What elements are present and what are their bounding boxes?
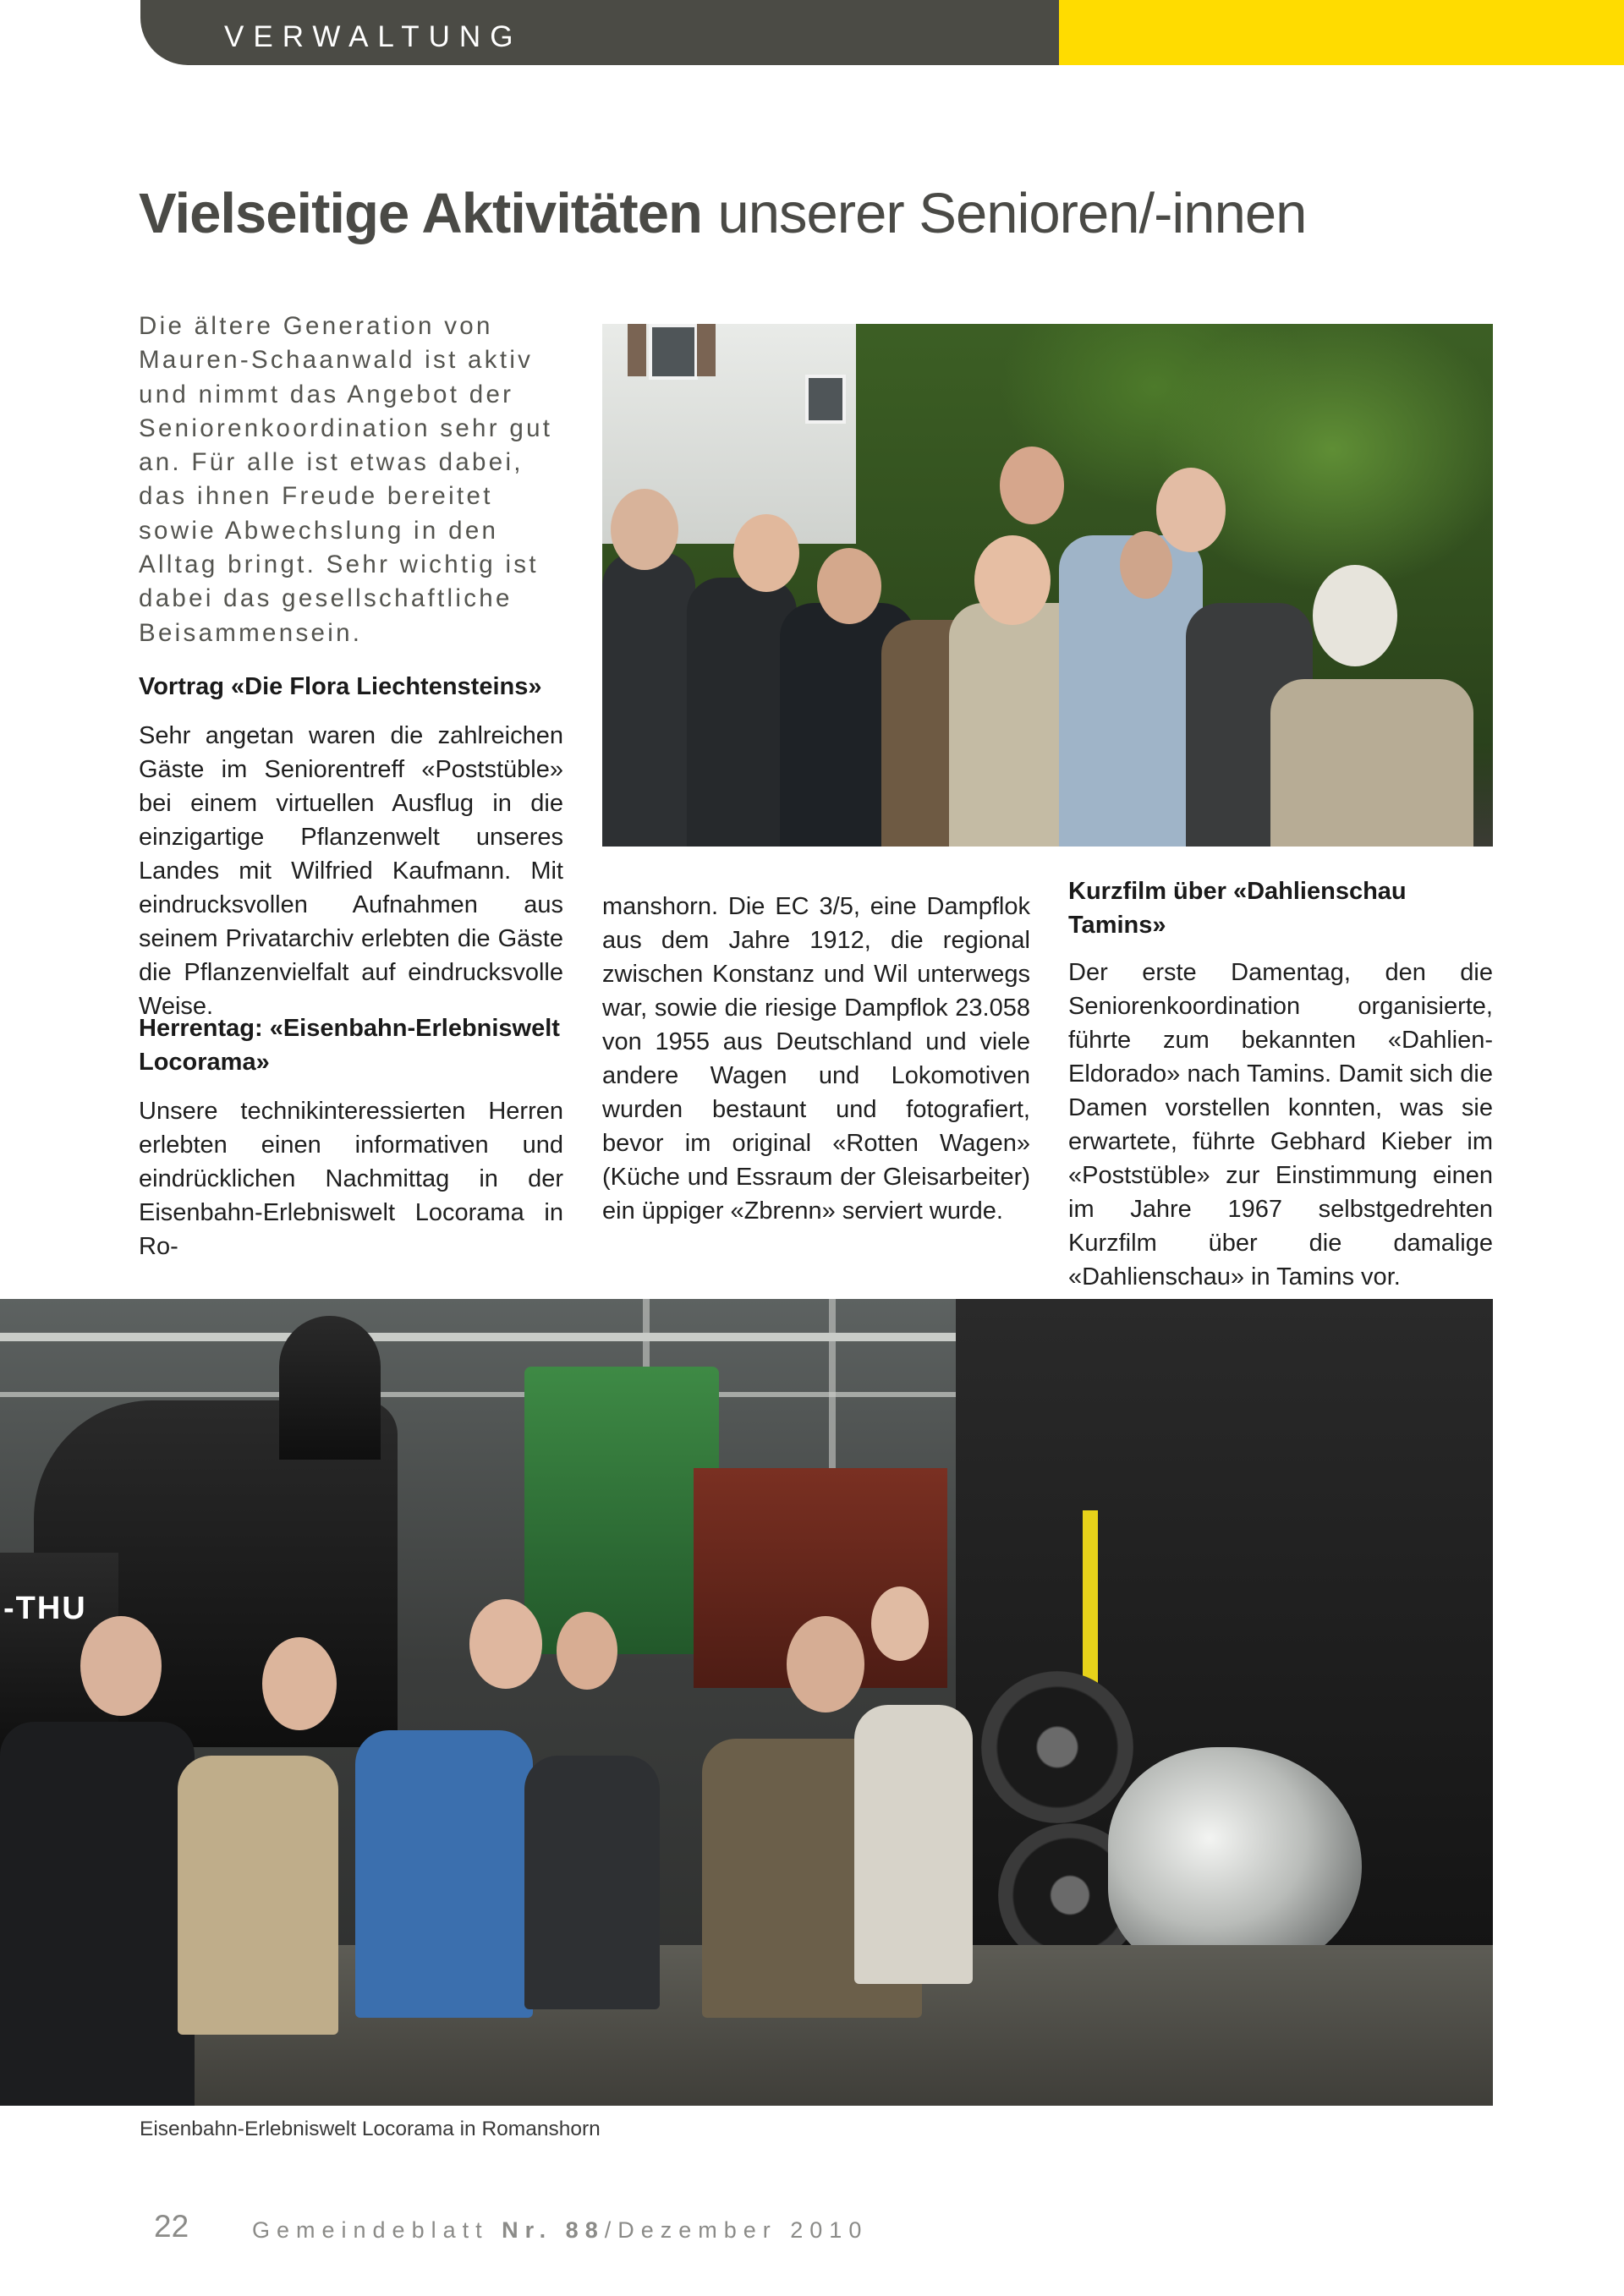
person-head [1000, 447, 1064, 524]
footer-publication [252, 2216, 868, 2244]
house-window [805, 375, 846, 424]
section-flora [139, 670, 563, 1023]
visitor-head [469, 1599, 542, 1689]
section-dahlienschau [1068, 874, 1493, 1294]
section-body: Unsere technikinteressierten Herren erlebten einen informativen und eindrücklichen Nachmittag in der Eisenbahn-Erlebniswelt Locorama in Ro- [139, 1098, 563, 1260]
locomotive-sign: -THU [3, 1591, 87, 1626]
person-head [817, 548, 881, 624]
issue-number: 88 [565, 2217, 605, 2243]
photo-seniors-garden [602, 324, 1493, 847]
title-rest: unserer Senioren/-innen [717, 182, 1307, 245]
issue-label: Nr. [502, 2217, 553, 2243]
section-heading: Vortrag «Die Flora Liechtensteins» [139, 673, 542, 700]
visitor-jacket [854, 1705, 973, 1984]
photo-locomotive-hall [0, 1299, 1493, 2106]
person-head [974, 535, 1051, 625]
locomotive-wheel [981, 1671, 1133, 1823]
intro-paragraph: Die ältere Generation von Mauren-Schaanwald ist aktiv und nimmt das Angebot der Seniorenkoordination sehr gut an. Für alle ist etwas dabei, das ihnen Freude bereitet sowie Abwechslung in den Alltag bringt. Sehr wichtig ist dabei das gesellschaftliche Beisammensein. [139, 312, 553, 647]
person-head [1313, 565, 1397, 666]
locomotive-chimney [279, 1316, 381, 1460]
page-number: 22 [154, 2209, 189, 2244]
title-bold: Vielseitige Aktivitäten [139, 182, 702, 245]
visitor-head [557, 1612, 617, 1690]
window-shutter [697, 324, 716, 376]
section-herrentag-continued [602, 890, 1030, 1228]
person-head [1156, 468, 1226, 552]
photo-caption: Eisenbahn-Erlebniswelt Locorama in Romanshorn [140, 2118, 601, 2140]
person-head [733, 514, 799, 592]
house-window [649, 324, 698, 380]
visitor-jacket [524, 1756, 660, 2009]
person-jacket [1270, 679, 1473, 847]
section-body: Der erste Damentag, den die Seniorenkoordination organisierte, führte zum bekannten «Dahlien-Eldorado» nach Tamins. Damit sich die Damen vorstellen konnten, was sie erwartete, führte Gebhard Kieber im «Poststüble» zur Einstimmung einen im Jahre 1967 selbstgedrehten Kurzfilm über die damalige «Dahlienschau» in Tamins vor. [1068, 959, 1493, 1290]
section-body: manshorn. Die EC 3/5, eine Dampflok aus dem Jahre 1912, die regional zwischen Konstanz und Wil unterwegs war, sowie die riesige Dampflok 23.058 von 1955 aus Deutschland und viele andere Wagen und Lokomotiven wurden bestaunt und fotografiert, bevor im original «Rotten Wagen» (Küche und Essraum der Gleisarbeiter) ein üppiger «Zbrenn» serviert wurde. [602, 893, 1030, 1225]
section-heading: Herrentag: «Eisenbahn-Erlebniswelt Locorama» [139, 1015, 560, 1076]
person-jacket [602, 552, 695, 847]
publication-name: Gemeindeblatt [252, 2217, 489, 2243]
visitor-head [871, 1586, 929, 1661]
visitor-jacket [355, 1730, 533, 2018]
section-heading: Kurzfilm über «Dahlienschau Tamins» [1068, 878, 1407, 939]
visitor-jacket [178, 1756, 338, 2035]
section-label: VERWALTUNG [224, 20, 523, 53]
person-head [611, 489, 678, 570]
section-body: Sehr angetan waren die zahlreichen Gäste im Seniorentreff «Poststüble» bei einem virtuellen Ausflug in die einzigartige Pflanzenwelt unseres Landes mit Wilfried Kaufmann. Mit eindrucksvollen Aufnahmen aus seinem Privatarchiv erlebten die Gäste die Pflanzenvielfalt auf eindrucksvolle Weise. [139, 722, 563, 1020]
green-wagon [524, 1367, 719, 1654]
visitor-head [80, 1616, 162, 1716]
visitor-head [262, 1637, 337, 1730]
visitor-jacket [0, 1722, 195, 2106]
article-title [139, 176, 1577, 252]
issue-date: /Dezember 2010 [604, 2217, 869, 2243]
person-head [1120, 531, 1172, 599]
header-accent-bar [1059, 0, 1624, 65]
visitor-head [787, 1616, 864, 1712]
yellow-lever [1083, 1510, 1098, 1696]
window-shutter [628, 324, 646, 376]
section-herrentag [139, 1011, 563, 1263]
